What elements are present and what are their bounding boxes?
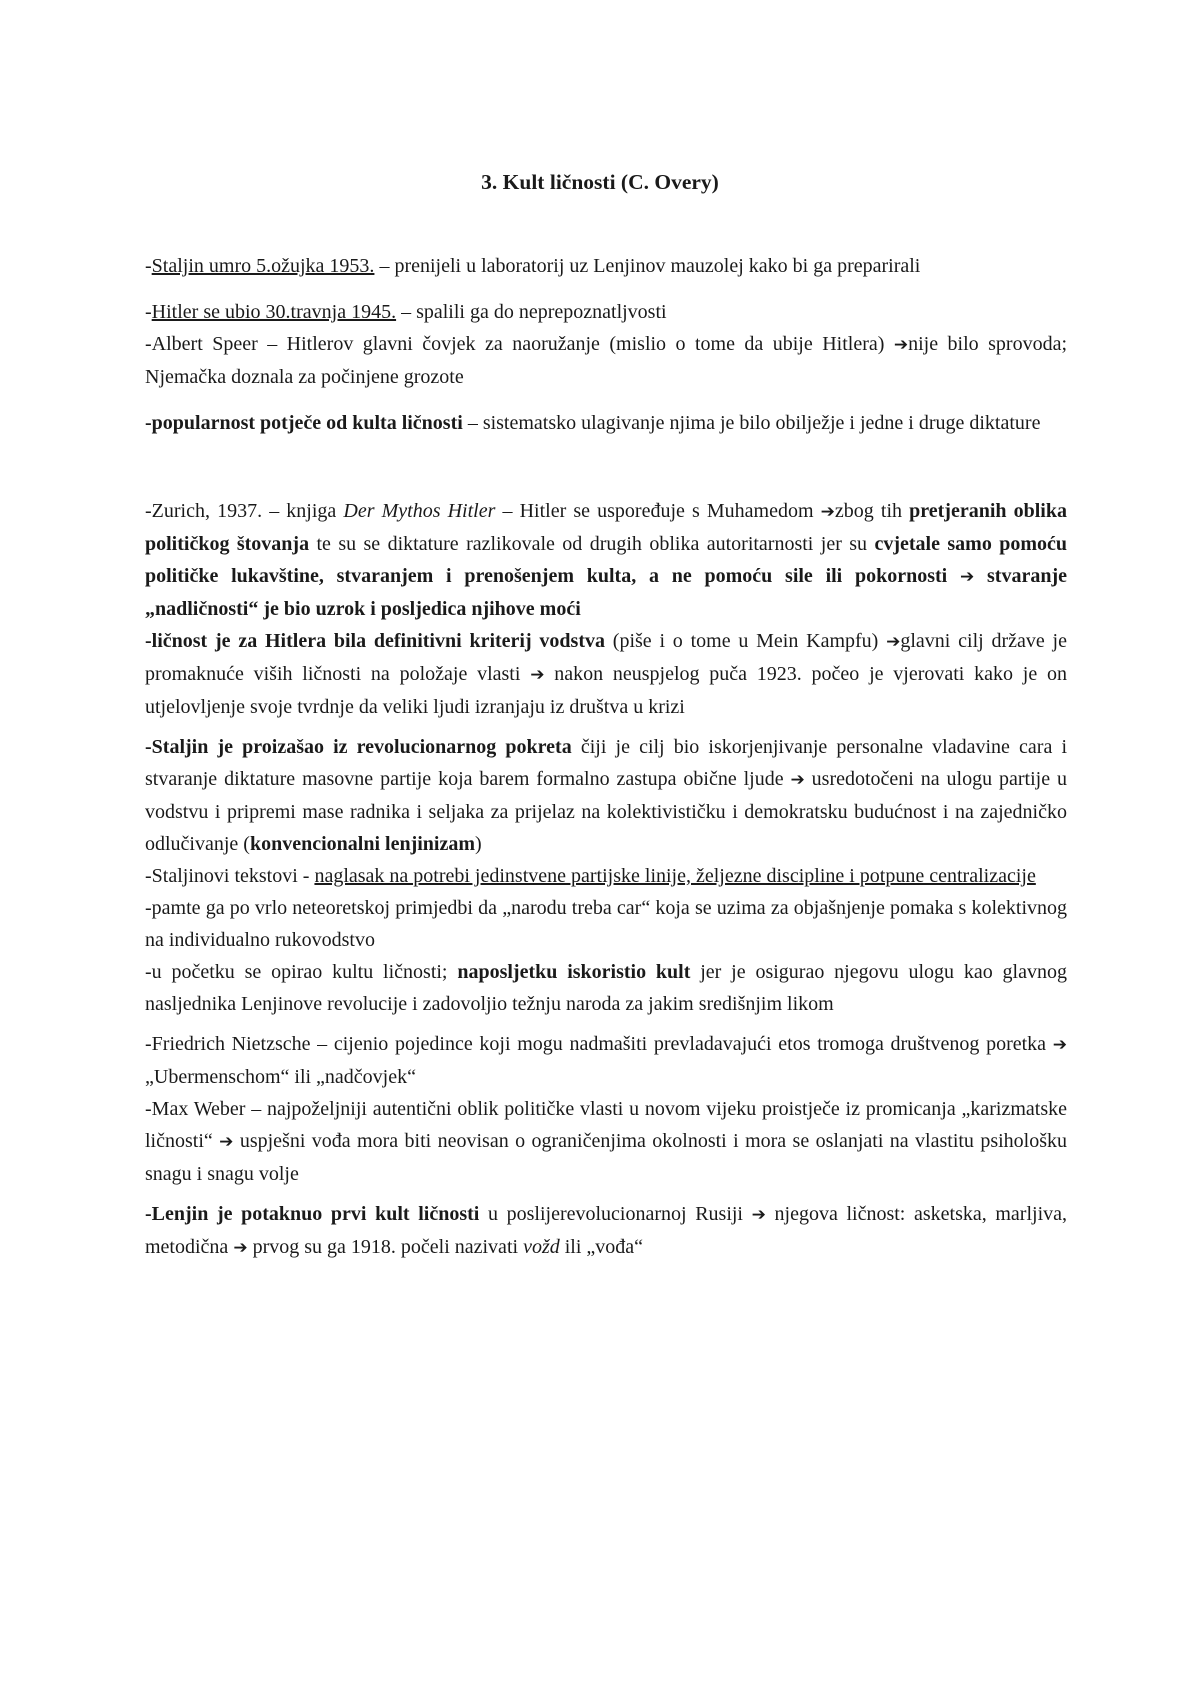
document-title: 3. Kult ličnosti (C. Overy) — [481, 170, 719, 194]
bold-text: -Staljin je proizašao iz revolucionarnog pokreta — [145, 736, 572, 758]
bold-text: cvjetale samo pomoću političke lukavštine, stvaranjem i prenošenjem kulta, a ne pomoću sile ili pokornosti — [145, 533, 1068, 587]
arrow-icon: ➔ — [1052, 1035, 1067, 1055]
arrow-icon: ➔ — [530, 665, 545, 685]
paragraph-stalin-death: -Staljin umro 5.ožujka 1953. – prenijeli u laboratorij uz Lenjinov mauzolej kako bi ga preparirali — [145, 255, 921, 277]
paragraph-zurich: -Zurich, 1937. – knjiga Der Mythos Hitler – Hitler se uspoređuje s Muhamedom ➔zbog tih pretjeranih oblika političkog štovanja te su se diktature razlikovale od drugih oblika autoritarnosti jer su cvjetale samo pomoću političke lukavštine, stvaranjem i prenošenjem kulta, a ne pomoću sile ili pokornosti ➔ stvaranje „nadličnosti“ je bio uzrok i posljedica njihove moći — [145, 500, 1068, 620]
arrow-icon: ➔ — [893, 335, 909, 355]
paragraph-weber: -Max Weber – najpoželjniji autentični oblik političke vlasti u novom vijeku proistječe iz promicanja „karizmatske ličnosti“ ➔ uspješni vođa mora biti neovisan o ograničenjima okolnosti i mora se oslanjati na vlastitu psihološku snagu i snagu volje — [145, 1098, 1068, 1185]
underlined-text: naglasak na potrebi jedinstvene partijske linije, željezne discipline i potpune centralizacije — [314, 865, 1036, 887]
bold-text: -ličnost je za Hitlera bila definitivni kriterij vodstva — [145, 630, 605, 652]
underlined-text: Staljin umro 5.ožujka 1953. — [151, 255, 375, 277]
arrow-icon: ➔ — [960, 567, 975, 587]
bold-text: konvencionalni lenjinizam — [249, 833, 475, 855]
arrow-icon: ➔ — [790, 770, 805, 790]
paragraph-albert-speer: -Albert Speer – Hitlerov glavni čovjek za naoružanje (mislio o tome da ubije Hitlera) ➔nije bilo sprovoda; Njemačka doznala za počinjene grozote — [145, 333, 1068, 388]
paragraph-cult-use: -u početku se opirao kultu ličnosti; naposljetku iskoristio kult jer je osigurao njegovu ulogu kao glavnog nasljednika Lenjinove revolucije i zadovoljio težnju naroda za jakim središnjim likom — [145, 961, 1067, 1015]
document-body — [145, 250, 1067, 1264]
paragraph-hitler-leadership: -ličnost je za Hitlera bila definitivni kriterij vodstva (piše i o tome u Mein Kampfu) ➔glavni cilj države je promaknuće viših ličnosti na položaje vlasti ➔ nakon neuspjelog puča 1923. počeo je vjerovati kako je on utjelovljenje svoje tvrdnje da veliki ljudi izranjaju iz društva u krizi — [145, 630, 1067, 718]
bold-text: naposljetku iskoristio kult — [457, 961, 691, 983]
italic-term: vožd — [523, 1236, 560, 1258]
underlined-text: Hitler se ubio 30.travnja 1945. — [151, 301, 397, 323]
arrow-icon: ➔ — [820, 502, 835, 522]
paragraph-stalin-movement: -Staljin je proizašao iz revolucionarnog pokreta čiji je cilj bio iskorjenjivanje personalne vladavine cara i stvaranje diktature masovne partije koja barem formalno zastupa obične ljude ➔ usredotočeni na ulogu partije u vodstvu i pripremi mase radnika i seljaka za prijelaz na kolektivističku i demokratsku budućnost i na zajedničko odlučivanje (konvencionalni lenjinizam) — [145, 736, 1067, 855]
arrow-icon: ➔ — [233, 1238, 248, 1258]
paragraph-hitler-death: -Hitler se ubio 30.travnja 1945. – spalili ga do neprepoznatljvosti — [145, 301, 667, 323]
bold-text: -popularnost potječe od kulta ličnosti — [145, 412, 463, 434]
paragraph-lenin-cult: -Lenjin je potaknuo prvi kult ličnosti u poslijerevolucionarnoj Rusiji ➔ njegova ličnost: asketska, marljiva, metodična ➔ prvog su ga 1918. počeli nazivati vožd ili „vođa“ — [145, 1203, 1068, 1258]
bold-text: pretjeranih oblika političkog štovanja — [145, 500, 1067, 555]
bold-text: -Lenjin je potaknuo prvi kult ličnosti — [145, 1203, 480, 1225]
paragraph-tsar-remark: -pamte ga po vrlo neteoretskoj primjedbi da „narodu treba car“ koja se uzima za objašnjenje pomaka s kolektivnog na individualno rukovodstvo — [145, 897, 1067, 951]
arrow-icon: ➔ — [219, 1132, 234, 1152]
paragraph-popularity: -popularnost potječe od kulta ličnosti – sistematsko ulagivanje njima je bilo obilježje i jedne i druge diktature — [145, 412, 1041, 434]
paragraph-nietzsche: -Friedrich Nietzsche – cijenio pojedince koji mogu nadmašiti prevladavajući etos tromoga društvenog poretka ➔ „Ubermenschom“ ili „nadčovjek“ — [145, 1033, 1067, 1088]
arrow-icon: ➔ — [751, 1205, 766, 1225]
bold-text: stvaranje „nadličnosti“ je bio uzrok i posljedica njihove moći — [145, 565, 1068, 620]
book-title: Der Mythos Hitler — [343, 500, 496, 522]
paragraph-stalin-texts: -Staljinovi tekstovi - naglasak na potrebi jedinstvene partijske linije, željezne discipline i potpune centralizacije — [145, 865, 1036, 887]
arrow-icon: ➔ — [886, 632, 901, 652]
